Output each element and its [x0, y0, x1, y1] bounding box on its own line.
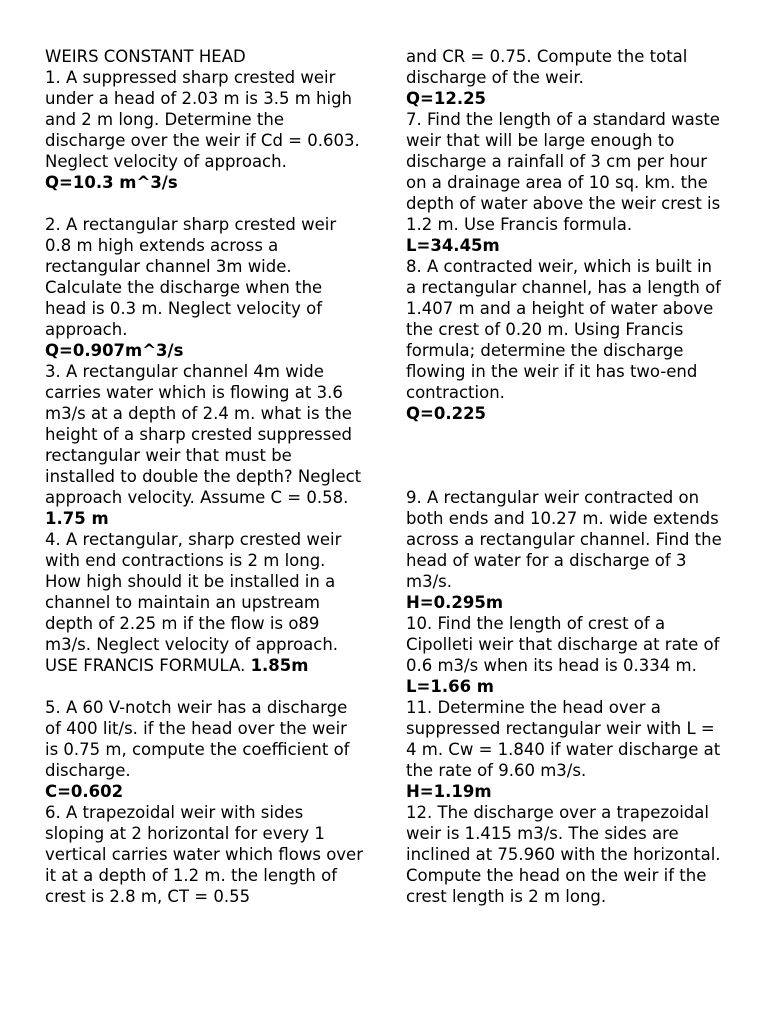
problem-4-answer: 1.85m [250, 656, 309, 675]
problem-8-text: 8. A contracted weir, which is built in a rectangular channel, has a length of 1.407 m and a height of water above the crest of 0.20 m. Using Francis formula; determine the discharge flowing in the weir if it has two-end contraction. [406, 257, 721, 402]
problem-11-text: 11. Determine the head over a suppressed rectangular weir with L = 4 m. Cw = 1.840 if water discharge at the rate of 9.60 m3/s. [406, 698, 721, 780]
problem-5-answer: C=0.602 [45, 782, 124, 801]
problem-4-text: 4. A rectangular, sharp crested weir with end contractions is 2 m long. How high should it be installed in a channel to maintain an upstream depth of 2.25 m if the flow is o89 m3/s. Neglect velocity of approach. USE FRANCIS FORMULA. [45, 530, 342, 675]
problem-12-text: 12. The discharge over a trapezoidal weir is 1.415 m3/s. The sides are inclined at 75.960 with the horizontal. Compute the head on the weir if the crest length is 2 m long. [406, 803, 721, 906]
right-column [406, 46, 726, 907]
problem-2-answer: Q=0.907m^3/s [45, 341, 184, 360]
document-title: WEIRS CONSTANT HEAD [45, 47, 246, 66]
spacer [45, 676, 365, 697]
spacer [45, 193, 365, 214]
left-column [45, 46, 365, 907]
problem-11-answer: H=1.19m [406, 782, 492, 801]
problem-7-text: 7. Find the length of a standard waste weir that will be large enough to discharge a rainfall of 3 cm per hour on a drainage area of 10 sq. km. the depth of water above the weir crest is 1.2 m. Use Francis formula. [406, 110, 721, 234]
spacer [406, 424, 726, 487]
problem-5-text: 5. A 60 V-notch weir has a discharge of 400 lit/s. if the head over the weir is 0.75 m, compute the coefficient of discharge. [45, 698, 350, 780]
problem-1-text: 1. A suppressed sharp crested weir under a head of 2.03 m is 3.5 m high and 2 m long. Determine the discharge over the weir if Cd = 0.603. Neglect velocity of approach. [45, 68, 360, 171]
problem-9-answer: H=0.295m [406, 593, 504, 612]
problem-7-answer: L=34.45m [406, 236, 500, 255]
problem-1-answer: Q=10.3 m^3/s [45, 173, 178, 192]
problem-3-text: 3. A rectangular channel 4m wide carries water which is flowing at 3.6 m3/s at a depth of 2.4 m. what is the height of a sharp crested suppressed rectangular weir that must be installed to double the depth? Neglect approach velocity. Assume C = 0.58. [45, 362, 362, 507]
problem-10-text: 10. Find the length of crest of a Cipolleti weir that discharge at rate of 0.6 m3/s when its head is 0.334 m. [406, 614, 720, 675]
problem-8-answer: Q=0.225 [406, 404, 487, 423]
problem-6-text-part2: and CR = 0.75. Compute the total discharge of the weir. [406, 47, 688, 87]
problem-9-text: 9. A rectangular weir contracted on both ends and 10.27 m. wide extends across a rectangular channel. Find the head of water for a discharge of 3 m3/s. [406, 488, 722, 591]
problem-10-answer: L=1.66 m [406, 677, 494, 696]
problem-2-text: 2. A rectangular sharp crested weir 0.8 m high extends across a rectangular channel 3m wide. Calculate the discharge when the head is 0.3 m. Neglect velocity of approach. [45, 215, 337, 339]
problem-3-answer: 1.75 m [45, 509, 109, 528]
problem-6-answer: Q=12.25 [406, 89, 487, 108]
problem-6-text-part1: 6. A trapezoidal weir with sides sloping at 2 horizontal for every 1 vertical carries water which flows over it at a depth of 1.2 m. the length of crest is 2.8 m, CT = 0.55 [45, 803, 363, 906]
problem-4 [45, 529, 365, 676]
